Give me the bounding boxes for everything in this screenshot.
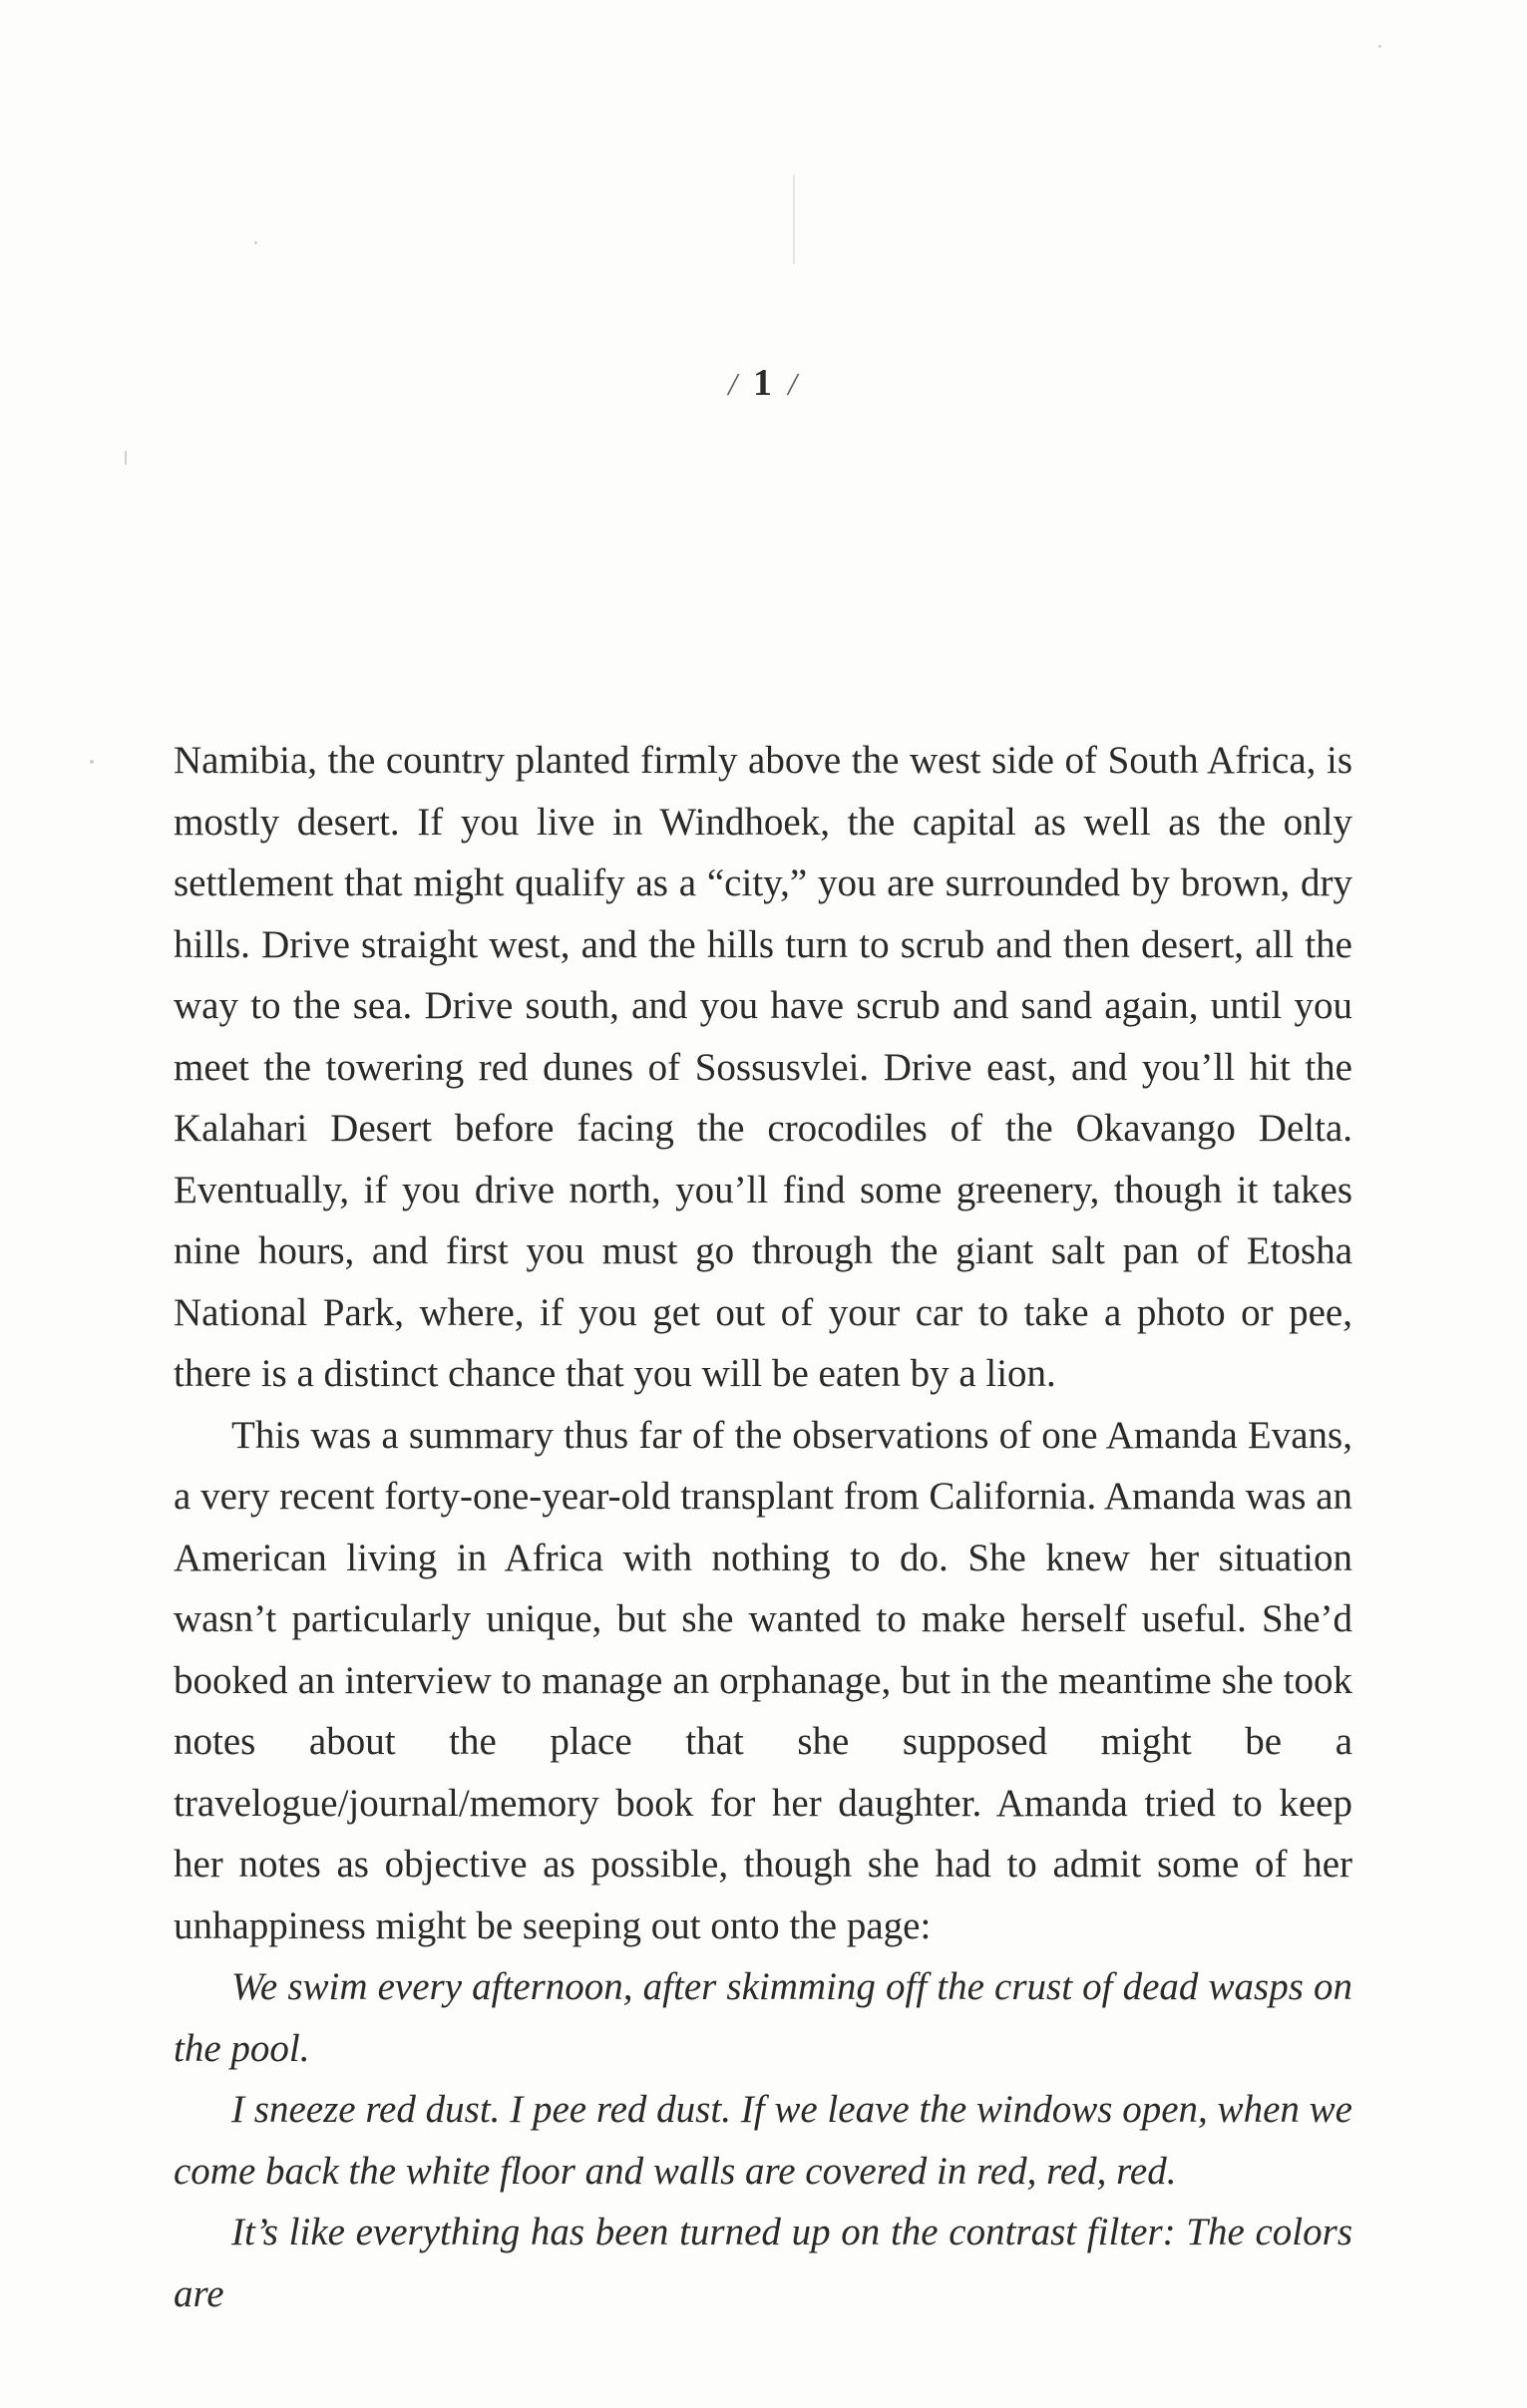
scan-speck xyxy=(793,174,795,264)
scan-speck xyxy=(1378,45,1381,48)
scan-speck xyxy=(90,760,94,764)
chapter-heading xyxy=(0,361,1527,405)
body-text xyxy=(174,730,1352,2324)
paragraph-namibia: Namibia, the country planted firmly above the west side of South Africa, is mostly desert. If you live in Windhoek, the capital as well as the only settlement that might qualify as a “city,” you are surrounded by brown, dry hills. Drive straight west, and the hills turn to scrub and then desert, all the way to the sea. Drive south, and you have scrub and sand again, until you meet the towering red dunes of Sossusvlei. Drive east, and you’ll hit the Kalahari Desert before facing the crocodiles of the Okavango Delta. Eventually, if you drive north, you’ll find some greenery, though it takes nine hours, and first you must go through the giant salt pan of Etosha National Park, where, if you get out of your car to take a photo or pee, there is a distinct chance that you will be eaten by a lion. xyxy=(174,739,1352,1395)
chapter-slash-left: / xyxy=(728,366,739,402)
paragraph-amanda: This was a summary thus far of the observations of one Amanda Evans, a very recent forty-one-year-old transplant from California. Amanda was an American living in Africa with nothing to do. She knew her situation wasn’t particularly unique, but she wanted to make herself useful. She’d booked an interview to manage an orphanage, but in the meantime she took notes about the place that she supposed might be a travelogue/journal/memory book for her daughter. Amanda tried to keep her notes as objective as possible, though she had to admit some of her unhappiness might be seeping out onto the page: xyxy=(174,1413,1352,1947)
chapter-number: 1 xyxy=(753,362,774,404)
chapter-slash-right: / xyxy=(788,366,799,402)
journal-note-swim: We swim every afternoon, after skimming off the crust of dead wasps on the pool. xyxy=(174,1965,1352,2070)
scan-speck xyxy=(254,241,257,244)
scan-speck xyxy=(125,451,127,465)
journal-note-red-dust: I sneeze red dust. I pee red dust. If we leave the windows open, when we come back the white floor and walls are covered in red, red, red. xyxy=(174,2088,1352,2193)
journal-note-contrast: It’s like everything has been turned up on the contrast filter: The colors are xyxy=(174,2211,1352,2315)
